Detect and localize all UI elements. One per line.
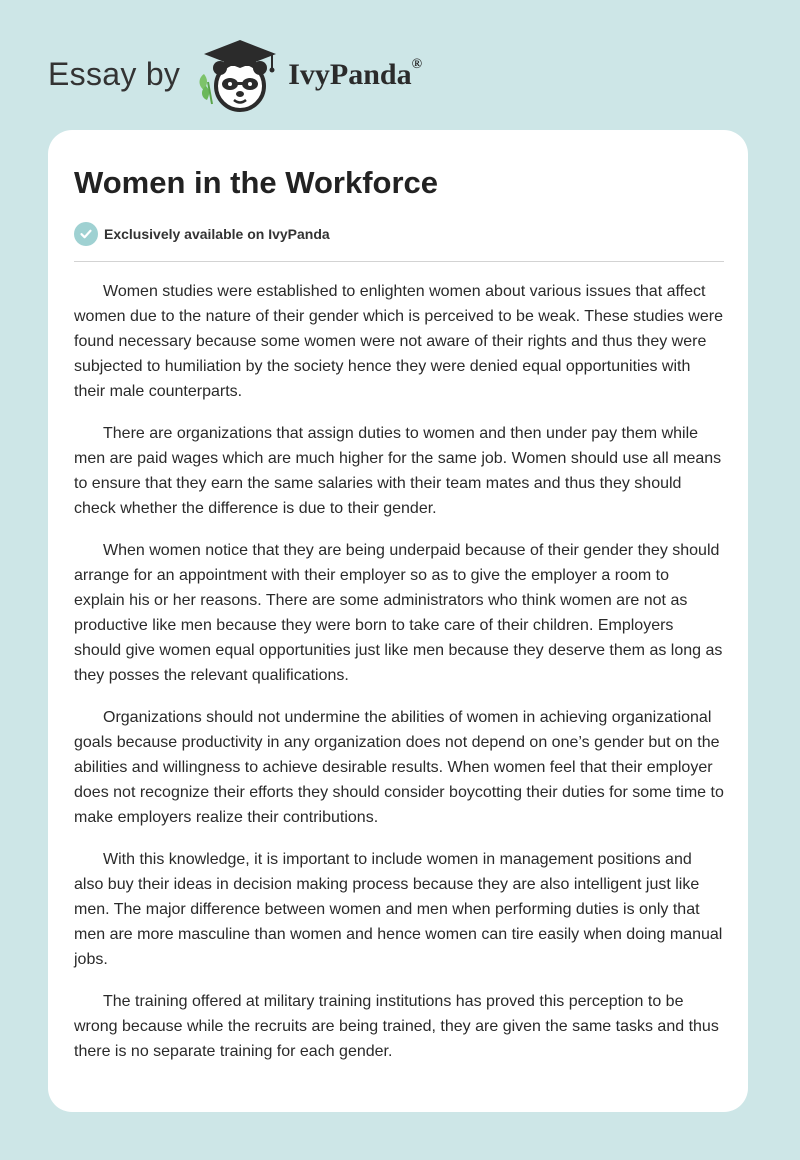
page-title: Women in the Workforce — [74, 165, 439, 200]
title-divider — [74, 261, 724, 262]
paragraph: The training offered at military training institutions has proved this perception to be wrong because while the recruits are being trained, they are given the same tasks and thus there is no separate training for each gender. — [74, 993, 719, 1060]
paragraph: Organizations should not undermine the abilities of women in achieving organizational goals because productivity in any organization does not depend on one’s gender but on the abilities and willingness to achieve desirable results. When women feel that their employer does not recognize their efforts they should consider boycotting their duties for some time to make employers realize their contributions. — [74, 709, 724, 826]
registered-mark: ® — [411, 57, 423, 72]
paragraph: When women notice that they are being underpaid because of their gender they should arrange for an appointment with their employer so as to give the employer a room to explain his or her reasons. There are some administrators who think women are not as productive like men because they were born to take care of their children. Employers should give women equal opportunities just like men because they deserve them as long as they posses the relevant qualifications. — [74, 542, 723, 684]
check-circle-icon — [74, 222, 98, 246]
essay-by-label: Essay by — [48, 56, 181, 92]
site-header — [48, 34, 422, 114]
brand-name[interactable] — [288, 57, 423, 91]
essay-body — [74, 279, 724, 1081]
exclusive-badge — [74, 222, 330, 246]
paragraph: There are organizations that assign duties to women and then under pay them while men are paid wages which are much higher for the same job. Women should use all means to ensure that they earn the same salaries with their team mates and thus they should check whether the difference is due to their gender. — [74, 425, 722, 517]
paragraph: With this knowledge, it is important to include women in management positions and also buy their ideas in decision making process because they are also intelligent just like men. The major difference between women and men when performing duties is only that men are more masculine than women and hence women can tire easily when doing manual jobs. — [74, 851, 723, 968]
panda-graduate-logo-icon[interactable] — [192, 34, 282, 114]
exclusive-badge-label: Exclusively available on IvyPanda — [104, 226, 330, 242]
brand-label: IvyPanda — [288, 58, 412, 91]
paragraph: Women studies were established to enlighten women about various issues that affect women due to the nature of their gender which is perceived to be weak. These studies were found necessary because some women were not aware of their rights and thus they were subjected to humiliation by the society hence they were denied equal opportunities with their male counterparts. — [74, 283, 723, 400]
essay-card — [48, 130, 748, 1112]
